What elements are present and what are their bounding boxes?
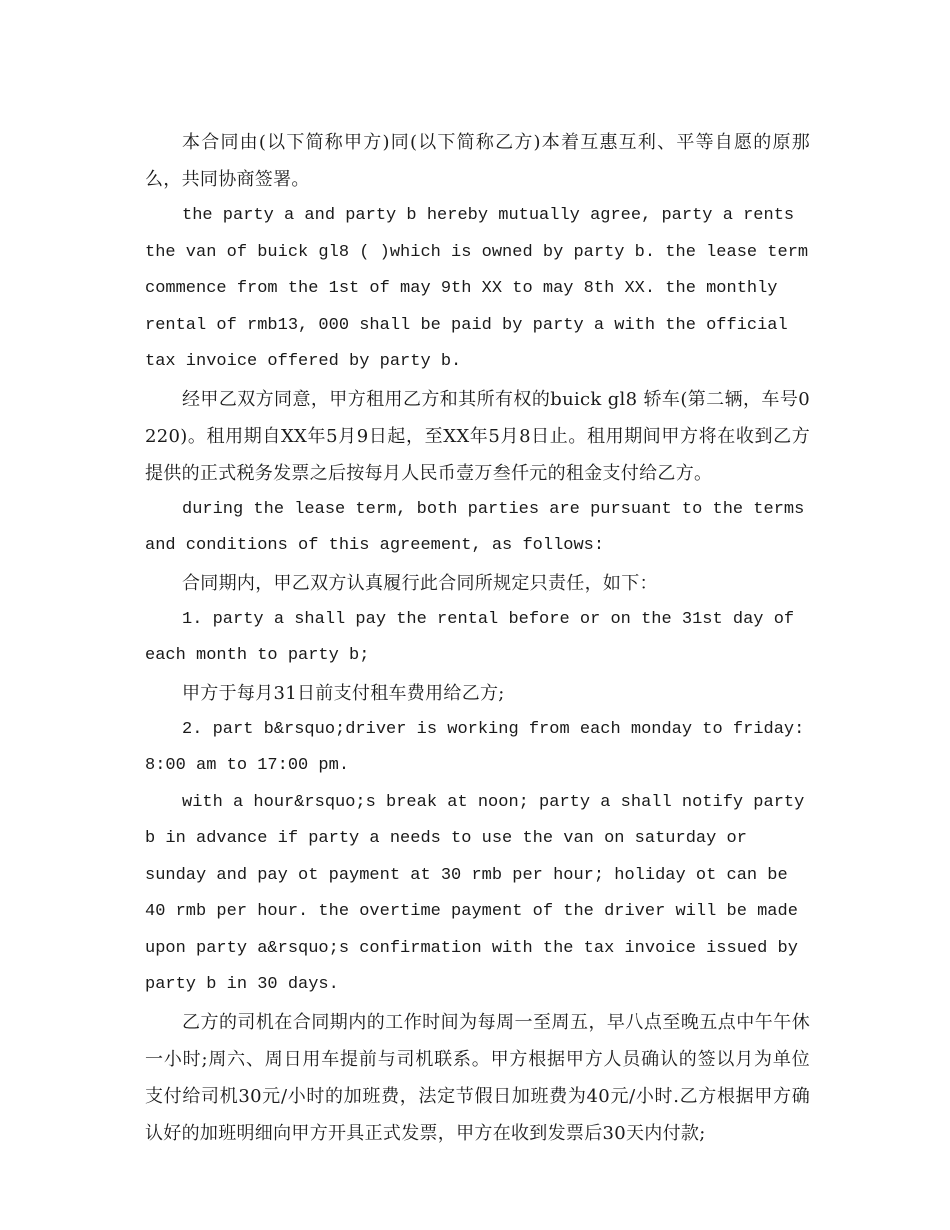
paragraph-clause2-en: 2. part b&rsquo;driver is working from each monday to friday: 8:00 am to 17:00 pm. [145,719,805,775]
paragraph-lease-en: the party a and party b hereby mutually agree, party a rents the van of buick gl8 ( )which is owned by party b. the lease term commence from the 1st of may 9th XX to may 8th XX. the monthly rental of rmb13, 000 shall be paid by party a with the official tax invoice offered by party b. [145,206,809,371]
paragraph-intro-zh: 本合同由(以下简称甲方)同(以下简称乙方)本着互惠互利、平等自愿的原那么，共同协商签署。 [145,132,810,190]
document-body [145,124,810,1152]
paragraph-terms-zh: 合同期内，甲乙双方认真履行此合同所规定只责任，如下： [182,572,658,594]
paragraph-clause1-en: 1. party a shall pay the rental before or on the 31st day of each month to party b; [145,609,795,665]
paragraph-lease-zh: 经甲乙双方同意，甲方租用乙方和其所有权的buick gl8 轿车(第二辆，车号0220)。租用期自XX年5月9日起，至XX年5月8日止。租用期间甲方将在收到乙方提供的正式税务发票之后按每月人民币壹万叁仟元的租金支付给乙方。 [145,388,810,484]
paragraph-clause1-zh: 甲方于每月31日前支付租车费用给乙方; [182,682,505,704]
paragraph-overtime-en: with a hour&rsquo;s break at noon; party a shall notify party b in advance if party a needs to use the van on saturday or sunday and pay ot payment at 30 rmb per hour; holiday ot can be 40 rmb per hour. the overtime payment of the driver will be made upon party a&rsquo;s confirmation with the tax invoice issued by party b in 30 days. [145,792,805,994]
paragraph-overtime-zh: 乙方的司机在合同期内的工作时间为每周一至周五，早八点至晚五点中午午休一小时;周六、周日用车提前与司机联系。甲方根据甲方人员确认的签以月为单位支付给司机30元/小时的加班费，法定节假日加班费为40元/小时.乙方根据甲方确认好的加班明细向甲方开具正式发票，甲方在收到发票后30天内付款; [145,1011,810,1144]
paragraph-terms-en: during the lease term, both parties are pursuant to the terms and conditions of this agreement, as follows: [145,499,805,555]
